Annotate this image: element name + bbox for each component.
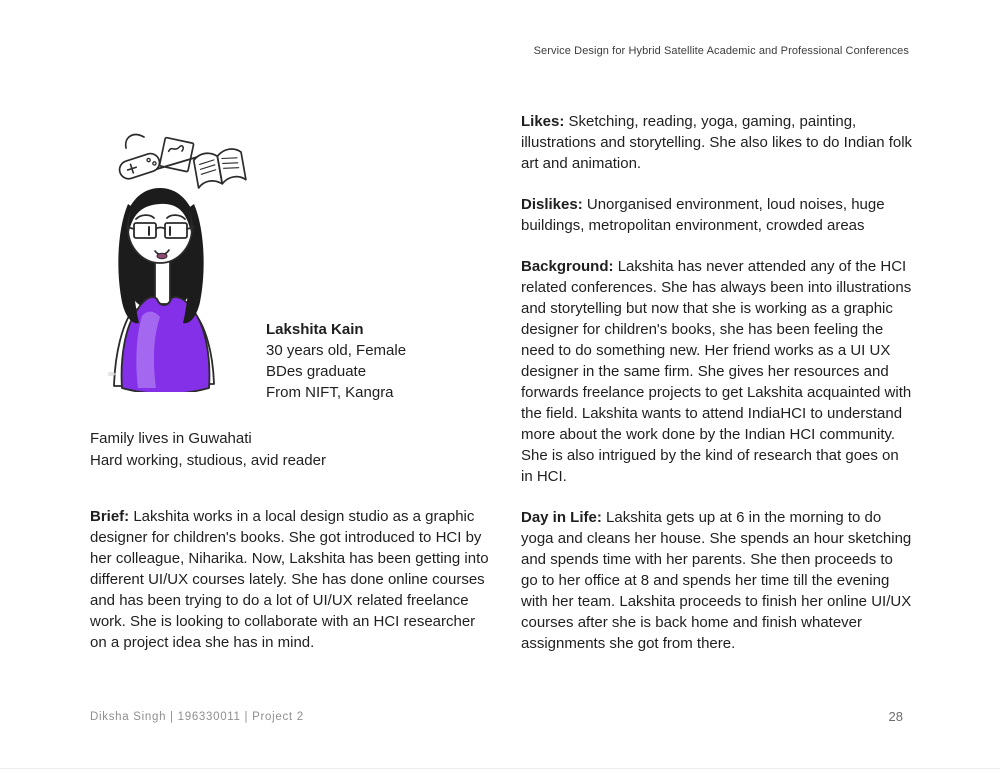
section-brief-label: Brief: xyxy=(90,508,130,525)
section-likes xyxy=(521,111,913,174)
persona-illustration xyxy=(108,130,248,392)
bottom-divider xyxy=(0,768,1000,769)
section-dislikes-text: Unorganised environment, loud noises, huge buildings, metropolitan environment, crowded areas xyxy=(521,196,885,234)
footer-credits: Diksha Singh | 196330011 | Project 2 xyxy=(90,711,304,723)
right-column xyxy=(521,111,913,674)
persona-family: Family lives in Guwahati xyxy=(90,430,252,447)
section-day-in-life xyxy=(521,507,913,654)
game-controller-icon xyxy=(117,151,162,181)
section-brief-text: Lakshita works in a local design studio as a graphic designer for children's books. She got introduced to HCI by her colleague, Niharika. Now, Lakshita has been getting into different UI/UX courses lately. She has done online courses and has been trying to do a lot of UI/UX related freelance work. She is looking to collaborate with an HCI researcher on a project idea she has in mind. xyxy=(90,508,489,651)
open-book-icon xyxy=(193,147,246,188)
section-dislikes xyxy=(521,194,913,236)
persona-character: Hard working, studious, avid reader xyxy=(90,451,326,469)
persona-name: Lakshita Kain xyxy=(266,321,364,338)
persona-age-gender: 30 years old, Female xyxy=(266,342,407,359)
persona-summary xyxy=(266,319,406,403)
section-background xyxy=(521,256,913,487)
sketchpad-icon xyxy=(157,137,200,171)
section-dislikes-label: Dislikes: xyxy=(521,196,583,213)
persona-traits xyxy=(90,428,326,471)
section-likes-label: Likes: xyxy=(521,113,565,130)
lips xyxy=(157,253,167,259)
document-header-title: Service Design for Hybrid Satellite Academic and Professional Conferences xyxy=(533,45,909,57)
page-number: 28 xyxy=(888,709,903,724)
section-likes-text: Sketching, reading, yoga, gaming, painting, illustrations and storytelling. She also likes to do Indian folk art and animation. xyxy=(521,113,913,172)
persona-institute: From NIFT, Kangra xyxy=(266,384,394,401)
section-day-in-life-text: Lakshita gets up at 6 in the morning to do yoga and cleans her house. She spends an hour sketching and spends time with her parents. She then proceeds to go to her office at 8 and spends her time till the evening with her team. Lakshita proceeds to finish her online UI/UX courses after she is back home and finish whatever assignments she got from there. xyxy=(521,509,912,652)
section-brief xyxy=(90,506,494,653)
section-background-label: Background: xyxy=(521,258,614,275)
neck xyxy=(155,260,170,304)
left-column xyxy=(90,506,494,673)
thought-swoosh-icon xyxy=(126,135,144,148)
persona-degree: BDes graduate xyxy=(266,363,367,380)
section-background-text: Lakshita has never attended any of the HCI related conferences. She has always been into illustrations and storytelling but now that she is working as a graphic designer for children's books, she has been feeling the need to do something new. Her friend works as a UI UX designer in the same firm. She gives her resources and forwards freelance projects to get Lakshita acquainted with the field. Lakshita wants to attend IndiaHCI to understand more about the work done by the Indian HCI community. She is also intrigued by the kind of research that goes on in HCI. xyxy=(521,258,912,485)
section-day-in-life-label: Day in Life: xyxy=(521,509,602,526)
